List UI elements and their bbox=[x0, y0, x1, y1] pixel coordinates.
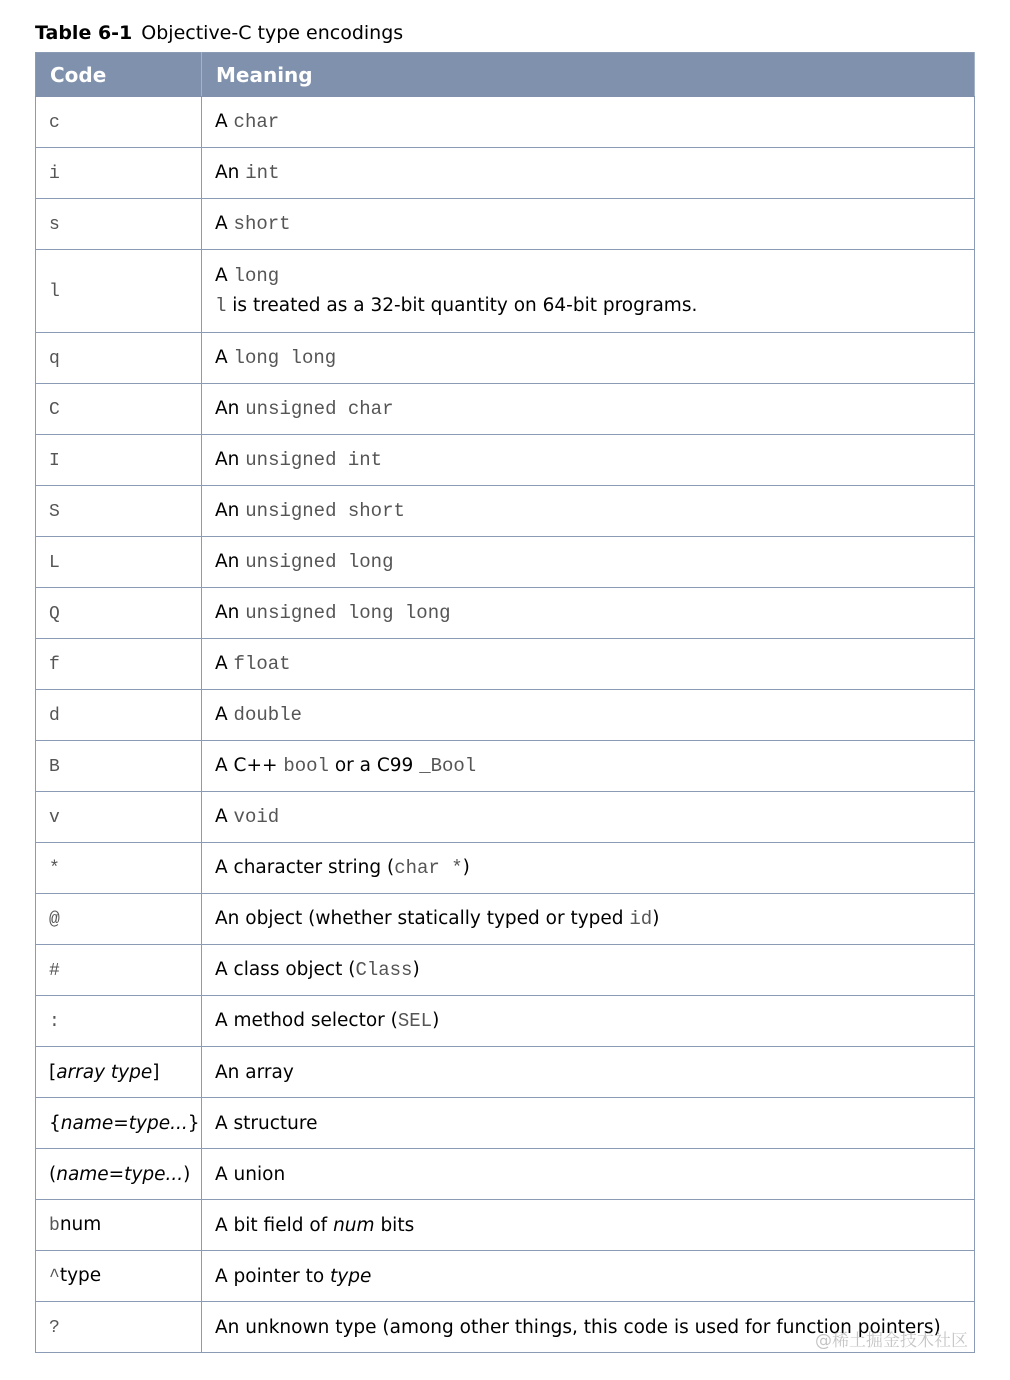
meaning-text: A character string ( bbox=[215, 857, 395, 878]
code-cell bbox=[36, 945, 202, 996]
meaning-text: A C++ bbox=[215, 755, 284, 776]
code-value: q bbox=[49, 349, 60, 369]
note-text: is treated as a 32-bit quantity on 64-bit programs. bbox=[226, 295, 698, 316]
table-row bbox=[36, 894, 975, 945]
meaning-cell bbox=[202, 250, 975, 333]
table-title: Objective-C type encodings bbox=[141, 22, 404, 44]
code-bracket: ) bbox=[183, 1163, 191, 1185]
meaning-text: A pointer to bbox=[215, 1265, 331, 1287]
meaning-text: An bbox=[215, 398, 246, 419]
meaning-text: A bbox=[215, 213, 234, 234]
table-row bbox=[36, 1251, 975, 1302]
table-row bbox=[36, 843, 975, 894]
meaning-text: An bbox=[215, 500, 246, 521]
meaning-text: ) bbox=[462, 857, 470, 878]
code-value: f bbox=[49, 655, 60, 675]
meaning-code: _Bool bbox=[419, 755, 477, 777]
table-row bbox=[36, 486, 975, 537]
meaning-code: SEL bbox=[397, 1010, 433, 1032]
table-row bbox=[36, 588, 975, 639]
meaning-cell bbox=[202, 1200, 975, 1251]
meaning-text: or a C99 bbox=[328, 755, 420, 776]
meaning-cell bbox=[202, 435, 975, 486]
meaning-code: long long bbox=[233, 347, 337, 369]
meaning-cell bbox=[202, 1302, 975, 1353]
meaning-cell bbox=[202, 690, 975, 741]
meaning-text: A bbox=[215, 111, 234, 132]
code-cell bbox=[36, 996, 202, 1047]
meaning-code: unsigned long bbox=[245, 551, 394, 573]
meaning-note bbox=[215, 295, 974, 317]
meaning-italic: type bbox=[330, 1265, 372, 1287]
code-value: Q bbox=[49, 604, 60, 624]
table-header-row bbox=[36, 53, 975, 97]
table-number: Table 6-1 bbox=[35, 22, 133, 44]
meaning-cell bbox=[202, 894, 975, 945]
code-value: B bbox=[49, 757, 60, 777]
meaning-text: A method selector ( bbox=[215, 1010, 398, 1031]
meaning-cell bbox=[202, 1251, 975, 1302]
code-bracket: { bbox=[49, 1112, 61, 1134]
table-row bbox=[36, 199, 975, 250]
code-bracket: ] bbox=[152, 1061, 160, 1083]
meaning-cell bbox=[202, 1149, 975, 1200]
meaning-text: An array bbox=[215, 1061, 294, 1083]
code-value: C bbox=[49, 400, 60, 420]
meaning-cell bbox=[202, 945, 975, 996]
meaning-text: An bbox=[215, 602, 246, 623]
code-cell bbox=[36, 1251, 202, 1302]
code-value: c bbox=[49, 113, 60, 133]
meaning-cell bbox=[202, 97, 975, 148]
code-cell bbox=[36, 199, 202, 250]
code-cell bbox=[36, 1200, 202, 1251]
meaning-code: void bbox=[233, 806, 280, 828]
meaning-code: long bbox=[233, 265, 280, 287]
table-row bbox=[36, 435, 975, 486]
code-value: ? bbox=[49, 1318, 60, 1338]
meaning-text: A structure bbox=[215, 1112, 318, 1134]
code-value: * bbox=[49, 859, 60, 879]
code-cell bbox=[36, 639, 202, 690]
table-row bbox=[36, 741, 975, 792]
meaning-cell bbox=[202, 486, 975, 537]
code-value: l bbox=[49, 282, 60, 302]
code-value: I bbox=[49, 451, 60, 471]
table-row bbox=[36, 639, 975, 690]
code-value: @ bbox=[49, 910, 60, 930]
meaning-code: Class bbox=[355, 959, 413, 981]
column-header-code: Code bbox=[36, 53, 202, 97]
column-header-meaning: Meaning bbox=[202, 53, 975, 97]
meaning-text: A bit field of bbox=[215, 1214, 334, 1236]
table-row bbox=[36, 148, 975, 199]
meaning-cell bbox=[202, 384, 975, 435]
code-cell bbox=[36, 588, 202, 639]
meaning-text: A bbox=[215, 347, 234, 368]
meaning-code: float bbox=[233, 653, 291, 675]
meaning-text: A class object ( bbox=[215, 959, 356, 980]
meaning-text: ) bbox=[432, 1010, 440, 1031]
code-value: d bbox=[49, 706, 60, 726]
code-placeholder: array type bbox=[56, 1061, 153, 1083]
meaning-cell bbox=[202, 588, 975, 639]
meaning-code: int bbox=[245, 162, 280, 184]
meaning-code: bool bbox=[283, 755, 329, 777]
table-row bbox=[36, 250, 975, 333]
table-row bbox=[36, 97, 975, 148]
meaning-cell bbox=[202, 1047, 975, 1098]
meaning-code: short bbox=[233, 213, 291, 235]
code-value: # bbox=[49, 961, 60, 981]
code-value: : bbox=[49, 1012, 60, 1032]
meaning-cell bbox=[202, 199, 975, 250]
meaning-code: unsigned short bbox=[245, 500, 405, 522]
code-value: S bbox=[49, 502, 60, 522]
code-cell bbox=[36, 537, 202, 588]
meaning-code: double bbox=[233, 704, 302, 726]
meaning-cell bbox=[202, 741, 975, 792]
meaning-text: An object (whether statically typed or typed bbox=[215, 908, 630, 929]
table-row bbox=[36, 945, 975, 996]
meaning-text: An bbox=[215, 551, 246, 572]
meaning-code: id bbox=[629, 908, 653, 930]
code-cell bbox=[36, 384, 202, 435]
code-placeholder: num bbox=[59, 1214, 102, 1235]
meaning-code: char bbox=[233, 111, 280, 133]
meaning-text: bits bbox=[374, 1214, 415, 1236]
code-cell bbox=[36, 333, 202, 384]
code-cell bbox=[36, 690, 202, 741]
meaning-cell bbox=[202, 333, 975, 384]
code-cell bbox=[36, 486, 202, 537]
table-row bbox=[36, 1302, 975, 1353]
code-value: b bbox=[49, 1216, 60, 1236]
table-row bbox=[36, 537, 975, 588]
note-code: l bbox=[215, 295, 227, 317]
type-encodings-table bbox=[35, 52, 975, 1353]
code-cell bbox=[36, 792, 202, 843]
code-cell bbox=[36, 1047, 202, 1098]
meaning-code: char * bbox=[394, 857, 463, 879]
meaning-text: An bbox=[215, 449, 246, 470]
meaning-cell bbox=[202, 792, 975, 843]
code-value: ^ bbox=[49, 1267, 60, 1287]
code-bracket: [ bbox=[49, 1061, 57, 1083]
code-cell bbox=[36, 1098, 202, 1149]
table-row bbox=[36, 384, 975, 435]
table-row bbox=[36, 1149, 975, 1200]
code-cell bbox=[36, 1302, 202, 1353]
table-row bbox=[36, 1098, 975, 1149]
table-row bbox=[36, 792, 975, 843]
code-cell bbox=[36, 97, 202, 148]
meaning-text: A bbox=[215, 806, 234, 827]
meaning-text: A bbox=[215, 704, 234, 725]
code-bracket: } bbox=[187, 1112, 200, 1134]
meaning-code: unsigned char bbox=[245, 398, 394, 420]
meaning-text: An bbox=[215, 162, 246, 183]
meaning-code: unsigned int bbox=[245, 449, 383, 471]
code-value: s bbox=[49, 215, 60, 235]
table-row bbox=[36, 690, 975, 741]
code-value: i bbox=[49, 164, 60, 184]
meaning-text: A union bbox=[215, 1163, 286, 1185]
code-value: v bbox=[49, 808, 60, 828]
code-placeholder: name=type... bbox=[60, 1112, 188, 1134]
code-cell bbox=[36, 1149, 202, 1200]
code-placeholder: type bbox=[59, 1265, 102, 1286]
code-cell bbox=[36, 250, 202, 333]
code-cell bbox=[36, 741, 202, 792]
meaning-cell bbox=[202, 1098, 975, 1149]
meaning-cell bbox=[202, 996, 975, 1047]
meaning-italic: num bbox=[333, 1214, 375, 1236]
meaning-cell bbox=[202, 148, 975, 199]
meaning-cell bbox=[202, 639, 975, 690]
code-value: L bbox=[49, 553, 60, 573]
meaning-text: A bbox=[215, 265, 234, 286]
code-bracket: ( bbox=[49, 1163, 57, 1185]
table-row bbox=[36, 1200, 975, 1251]
meaning-text: ) bbox=[412, 959, 420, 980]
table-row bbox=[36, 1047, 975, 1098]
code-cell bbox=[36, 843, 202, 894]
code-placeholder: name=type... bbox=[56, 1163, 184, 1185]
code-cell bbox=[36, 148, 202, 199]
meaning-code: unsigned long long bbox=[245, 602, 451, 624]
meaning-text: An unknown type (among other things, this code is used for function pointers) bbox=[215, 1316, 941, 1338]
meaning-cell bbox=[202, 843, 975, 894]
table-caption bbox=[35, 20, 403, 46]
table-row bbox=[36, 996, 975, 1047]
watermark: @稀土掘金技术社区 bbox=[815, 1331, 968, 1351]
meaning-cell bbox=[202, 537, 975, 588]
table-row bbox=[36, 333, 975, 384]
meaning-text: A bbox=[215, 653, 234, 674]
code-cell bbox=[36, 435, 202, 486]
meaning-text: ) bbox=[652, 908, 660, 929]
code-cell bbox=[36, 894, 202, 945]
